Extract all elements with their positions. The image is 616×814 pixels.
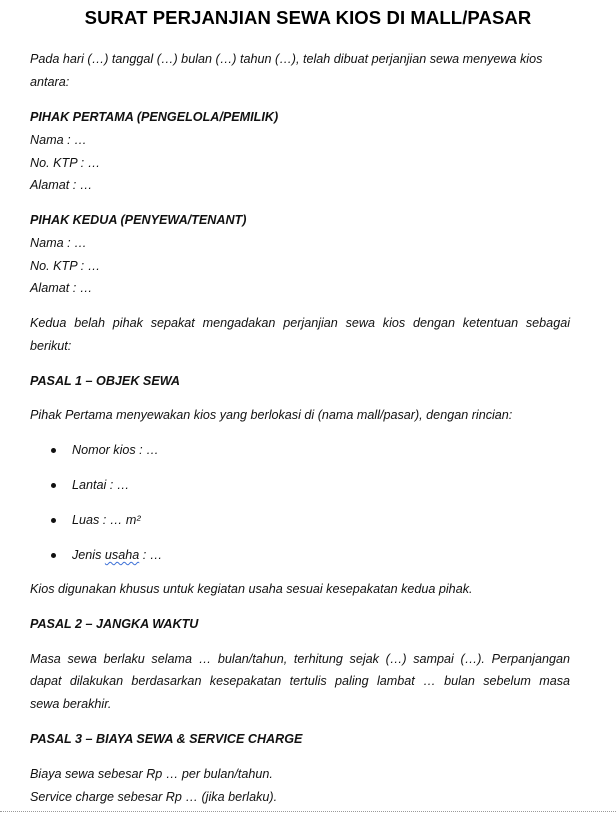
pasal-2-line-2: dapat dilakukan berdasarkan kesepakatan tertulis paling lambat … bulan sebelum masa — [30, 674, 570, 688]
pasal-2-line-1: Masa sewa berlaku selama … bulan/tahun, terhitung sejak (…) sampai (…). Perpanjangan — [30, 652, 570, 666]
intro-line-1: Pada hari (…) tanggal (…) bulan (…) tahun (…), telah dibuat perjanjian sewa menyewa kios — [30, 52, 543, 66]
jenis-usaha-suffix: : … — [139, 548, 163, 562]
agreement-line-2: berikut: — [30, 339, 72, 353]
bullet-icon — [51, 553, 56, 558]
list-item-nomor-kios: Nomor kios : … — [72, 443, 159, 457]
pihak-pertama-nama: Nama : … — [30, 133, 87, 147]
bullet-icon — [51, 518, 56, 523]
pasal-3-line-1: Biaya sewa sebesar Rp … per bulan/tahun. — [30, 767, 273, 781]
pihak-pertama-alamat: Alamat : … — [30, 178, 93, 192]
page-break-line — [0, 811, 616, 812]
pihak-pertama-ktp: No. KTP : … — [30, 156, 101, 170]
pihak-kedua-ktp: No. KTP : … — [30, 259, 101, 273]
pasal-1-text: Pihak Pertama menyewakan kios yang berlokasi di (nama mall/pasar), dengan rincian: — [30, 408, 513, 422]
pihak-kedua-nama: Nama : … — [30, 236, 87, 250]
intro-line-2: antara: — [30, 75, 70, 89]
bullet-icon — [51, 448, 56, 453]
document-title: SURAT PERJANJIAN SEWA KIOS DI MALL/PASAR — [84, 7, 532, 28]
list-item-luas: Luas : … m² — [72, 513, 141, 527]
list-item-jenis-usaha — [72, 547, 162, 563]
agreement-line-1: Kedua belah pihak sepakat mengadakan perjanjian sewa kios dengan ketentuan sebagai — [30, 316, 570, 330]
pasal-2-heading: PASAL 2 – JANGKA WAKTU — [30, 617, 199, 631]
pasal-3-heading: PASAL 3 – BIAYA SEWA & SERVICE CHARGE — [30, 732, 303, 746]
pasal-3-line-2: Service charge sebesar Rp … (jika berlaku). — [30, 790, 278, 804]
pihak-kedua-heading: PIHAK KEDUA (PENYEWA/TENANT) — [30, 213, 247, 227]
pasal-1-heading: PASAL 1 – OBJEK SEWA — [30, 374, 180, 388]
pihak-kedua-alamat: Alamat : … — [30, 281, 93, 295]
spellcheck-word: usaha — [104, 548, 140, 562]
bullet-icon — [51, 483, 56, 488]
jenis-usaha-prefix: Jenis — [72, 548, 105, 562]
list-item-lantai: Lantai : … — [72, 478, 130, 492]
pihak-pertama-heading: PIHAK PERTAMA (PENGELOLA/PEMILIK) — [30, 110, 279, 124]
pasal-2-line-3: sewa berakhir. — [30, 697, 112, 711]
pasal-1-closing: Kios digunakan khusus untuk kegiatan usaha sesuai kesepakatan kedua pihak. — [30, 582, 473, 596]
